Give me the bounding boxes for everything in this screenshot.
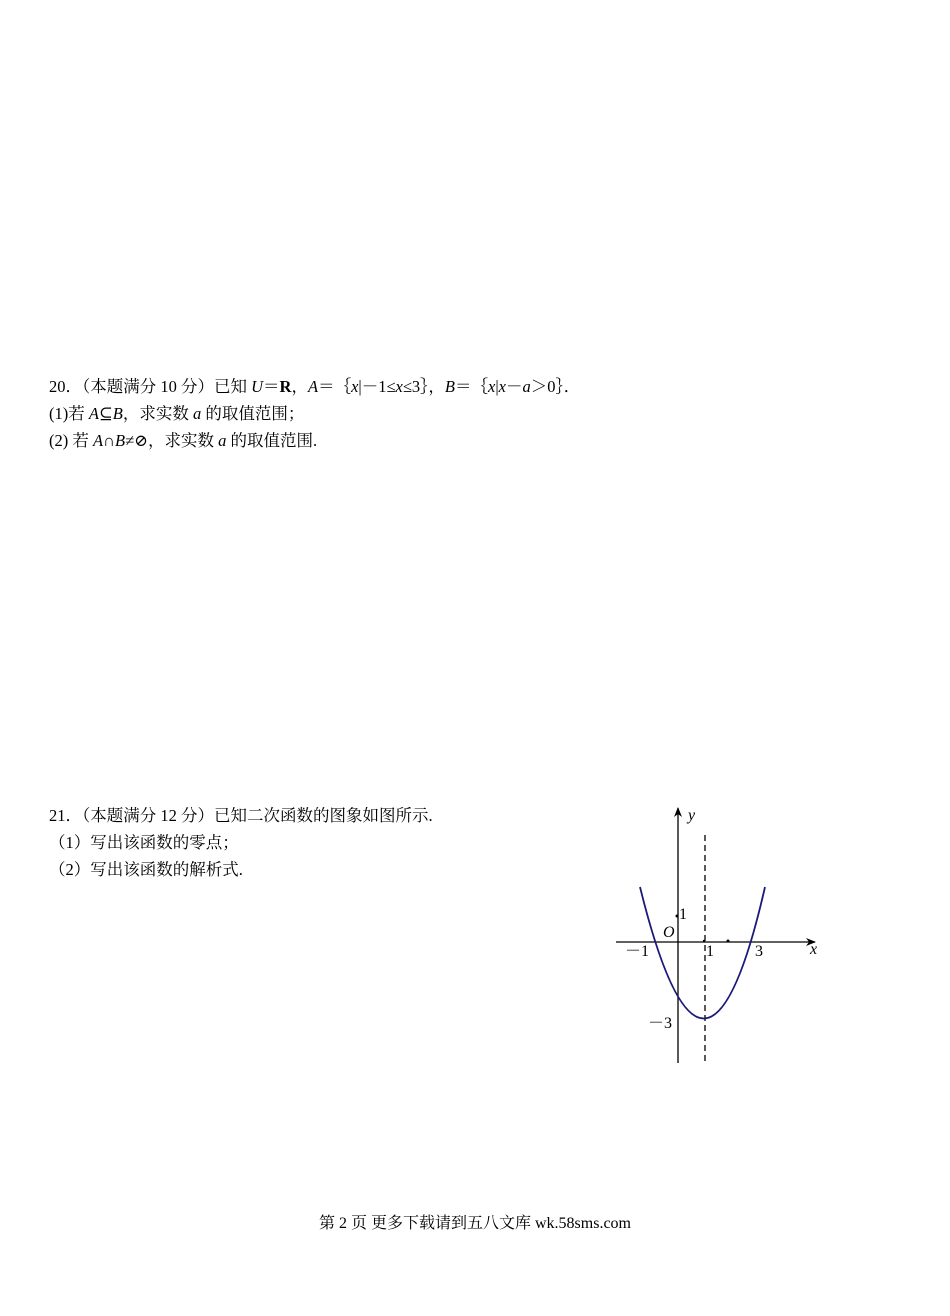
q20-number: 20． [49, 377, 82, 396]
x-axis-label: x [810, 941, 818, 958]
parabola-graph [600, 795, 830, 1075]
part-text: ≠⊘，求实数 [125, 431, 219, 450]
label-y-1: 1 [679, 906, 687, 923]
tick-x1 [703, 940, 705, 942]
q20-part-2 [49, 431, 317, 451]
set-a-close: ≤3｝， [402, 377, 445, 396]
var-a: a [218, 431, 227, 450]
part-tail: 的取值范围. [226, 431, 318, 450]
set-a: A [93, 431, 104, 450]
page-number: 2 [339, 1215, 347, 1232]
intersection-symbol: ∩ [103, 431, 116, 450]
q21-part-1: （1）写出该函数的零点； [49, 833, 239, 852]
q20-part-1 [49, 404, 304, 424]
label-x-3: 3 [755, 943, 763, 960]
set-a: A [88, 404, 99, 423]
reals-symbol: R [279, 377, 292, 396]
set-b-open: ＝｛ [454, 377, 488, 396]
parabola-curve [640, 887, 765, 1019]
set-a-open: ＝｛ [318, 377, 352, 396]
q20-intro: （本题满分 10 分）已知 [82, 377, 252, 396]
set-u: U [251, 377, 264, 396]
var-x: x [498, 377, 506, 396]
footer-suffix: 页 更多下载请到五八文库 wk.58sms.com [347, 1215, 632, 1232]
set-b-close: ＞0｝． [530, 377, 581, 396]
var-a: a [193, 404, 202, 423]
footer-prefix: 第 [318, 1215, 339, 1232]
page-footer [0, 1210, 950, 1233]
part-tail: 的取值范围； [201, 404, 305, 423]
var-x: x [395, 377, 403, 396]
q21-title: 21．（本题满分 12 分）已知二次函数的图象如图所示. [49, 806, 433, 825]
set-a: A [307, 377, 319, 396]
part-text: ，求实数 [122, 404, 194, 423]
set-a-condition: |－1≤ [358, 377, 396, 396]
label-x-1: 1 [706, 943, 714, 960]
part-prefix: (2) 若 [49, 431, 93, 450]
q20-title [49, 377, 580, 397]
y-axis-label: y [688, 807, 696, 824]
set-b: B [112, 404, 123, 423]
label-x-neg1: －1 [625, 943, 650, 960]
tick-x2 [727, 940, 730, 943]
var-x: x [487, 377, 496, 396]
set-b: B [115, 431, 126, 450]
origin-label: O [663, 924, 675, 941]
minus-sign: － [505, 377, 523, 396]
label-y-neg3: －3 [648, 1015, 673, 1032]
equals-sign: ＝ [263, 377, 280, 396]
var-a: a [522, 377, 531, 396]
var-x: x [351, 377, 359, 396]
set-bar: | [495, 377, 499, 396]
subset-symbol: ⊆ [98, 404, 113, 423]
part-prefix: (1)若 [49, 404, 89, 423]
q21-part-2: （2）写出该函数的解析式. [49, 860, 243, 879]
set-b: B [444, 377, 455, 396]
comma: ， [291, 377, 308, 396]
